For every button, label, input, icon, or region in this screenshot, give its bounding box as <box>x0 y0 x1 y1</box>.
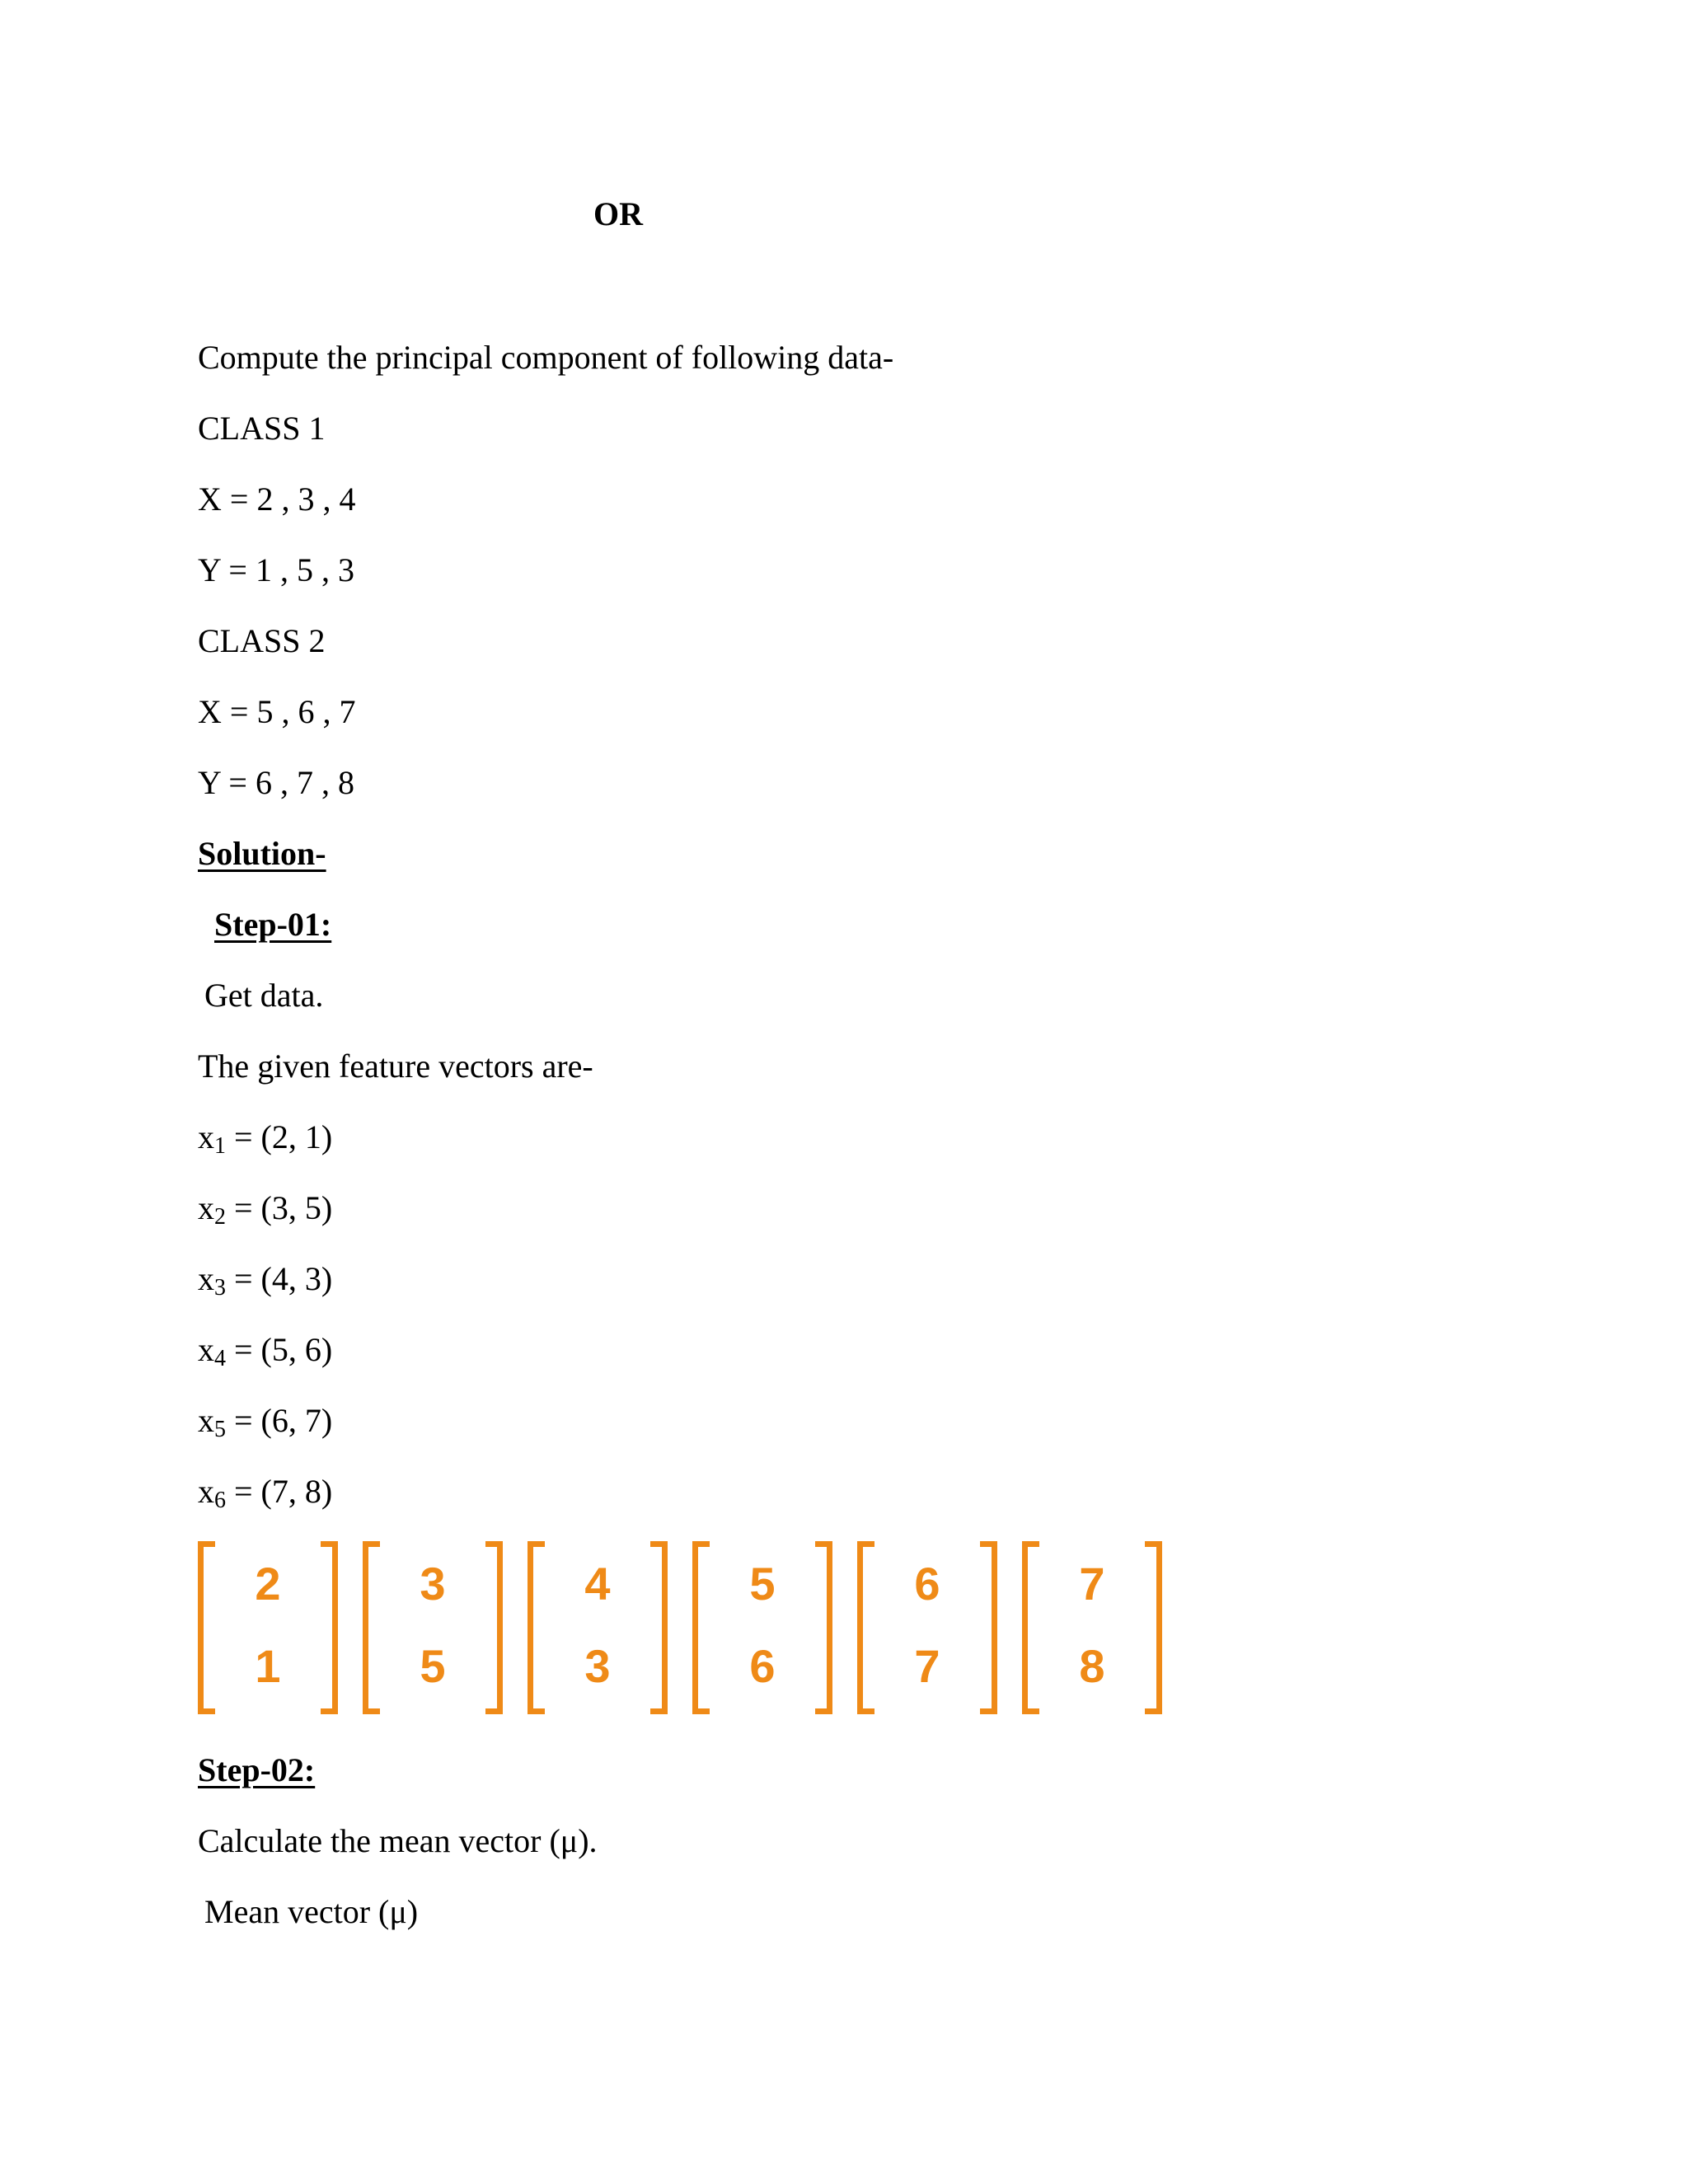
step2-heading: Step-02: <box>198 1751 316 1788</box>
vector-subscript: 6 <box>214 1488 226 1513</box>
column-vector-6 <box>1022 1541 1162 1714</box>
mean-vector-label: Mean vector (μ) <box>204 1893 419 1930</box>
vector-subscript: 5 <box>214 1417 226 1442</box>
step2-description: Calculate the mean vector (μ). <box>198 1822 598 1859</box>
column-vector-2 <box>363 1541 503 1714</box>
feature-vector-4 <box>198 1330 332 1370</box>
class2-label: CLASS 2 <box>198 622 326 659</box>
right-bracket <box>1145 1541 1162 1714</box>
feature-vector-5 <box>198 1401 332 1441</box>
feature-vector-3 <box>198 1259 332 1299</box>
feature-vector-1 <box>198 1118 332 1157</box>
class1-x-values: X = 2 , 3 , 4 <box>198 480 356 518</box>
right-bracket <box>650 1541 668 1714</box>
vector-bottom-value: 1 <box>255 1640 281 1692</box>
right-bracket <box>815 1541 832 1714</box>
vector-subscript: 2 <box>214 1204 226 1230</box>
column-vectors-figure <box>198 1541 1170 1722</box>
vector-bottom-value: 7 <box>914 1640 940 1692</box>
column-vector-4 <box>692 1541 832 1714</box>
vector-top-value: 2 <box>255 1558 281 1610</box>
class1-y-values: Y = 1 , 5 , 3 <box>198 551 354 588</box>
heading-or: OR <box>593 195 643 232</box>
class2-x-values: X = 5 , 6 , 7 <box>198 693 356 730</box>
vector-value: = (3, 5) <box>234 1189 333 1226</box>
vector-subscript: 4 <box>214 1346 226 1371</box>
feature-vector-2 <box>198 1188 332 1228</box>
vector-bottom-value: 8 <box>1079 1640 1105 1692</box>
step1-heading: Step-01: <box>214 906 332 943</box>
column-vector-1 <box>198 1541 338 1714</box>
vector-value: = (2, 1) <box>234 1118 333 1155</box>
vector-subscript: 1 <box>214 1133 226 1159</box>
vector-var: x <box>198 1402 214 1439</box>
column-vector-5 <box>857 1541 997 1714</box>
problem-prompt: Compute the principal component of following data- <box>198 339 894 376</box>
vector-top-value: 6 <box>914 1558 940 1610</box>
feature-vector-6 <box>198 1472 332 1511</box>
vector-top-value: 4 <box>584 1558 611 1610</box>
vector-bottom-value: 6 <box>749 1640 776 1692</box>
vector-var: x <box>198 1331 214 1368</box>
step1-description: Get data. <box>204 977 324 1014</box>
vector-subscript: 3 <box>214 1275 226 1301</box>
vector-bottom-value: 3 <box>584 1640 611 1692</box>
right-bracket <box>485 1541 503 1714</box>
column-vector-3 <box>528 1541 668 1714</box>
vector-var: x <box>198 1473 214 1510</box>
vector-top-value: 3 <box>420 1558 446 1610</box>
vector-top-value: 7 <box>1079 1558 1105 1610</box>
vector-var: x <box>198 1260 214 1297</box>
class1-label: CLASS 1 <box>198 410 326 447</box>
vector-value: = (7, 8) <box>234 1473 333 1510</box>
vector-value: = (5, 6) <box>234 1331 333 1368</box>
feature-vectors-intro: The given feature vectors are- <box>198 1047 593 1085</box>
vector-top-value: 5 <box>749 1558 776 1610</box>
vector-value: = (4, 3) <box>234 1260 333 1297</box>
class2-y-values: Y = 6 , 7 , 8 <box>198 764 354 801</box>
vector-value: = (6, 7) <box>234 1402 333 1439</box>
solution-heading: Solution- <box>198 835 326 872</box>
vector-var: x <box>198 1189 214 1226</box>
vector-var: x <box>198 1118 214 1155</box>
right-bracket <box>980 1541 997 1714</box>
right-bracket <box>321 1541 338 1714</box>
vector-bottom-value: 5 <box>420 1640 446 1692</box>
